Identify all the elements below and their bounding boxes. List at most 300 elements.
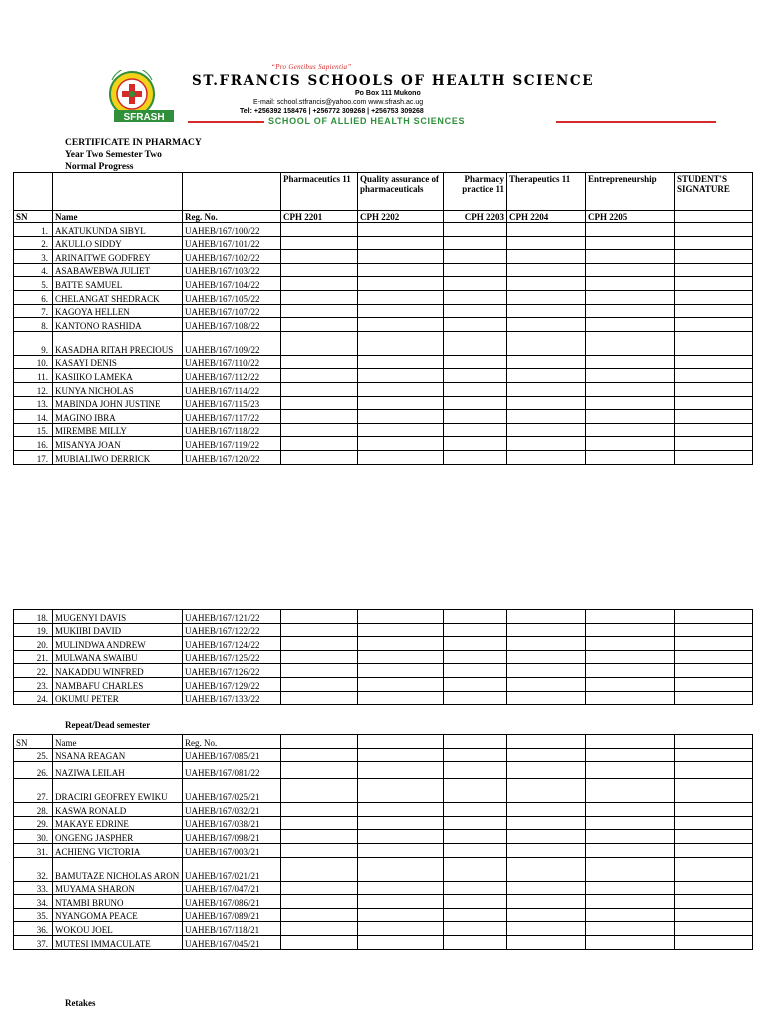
student-sn: 25.: [14, 748, 53, 762]
grade-cell[interactable]: [281, 935, 358, 949]
signature-cell[interactable]: [675, 250, 753, 264]
student-reg-no: UAHEB/167/047/21: [183, 881, 281, 895]
student-name: DRACIRI GEOFREY EWIKU: [53, 779, 183, 803]
grade-cell[interactable]: [444, 450, 507, 464]
grade-cell[interactable]: [507, 410, 586, 424]
grade-cell[interactable]: [444, 369, 507, 383]
grade-cell[interactable]: [358, 396, 444, 410]
grade-cell[interactable]: [444, 355, 507, 369]
grade-cell[interactable]: [507, 355, 586, 369]
grade-cell[interactable]: [358, 236, 444, 250]
grade-cell[interactable]: [444, 779, 507, 803]
grade-cell[interactable]: [586, 779, 675, 803]
student-name: KASWA RONALD: [53, 803, 183, 817]
grade-cell[interactable]: [507, 610, 586, 624]
grade-cell[interactable]: [507, 908, 586, 922]
grade-cell[interactable]: [358, 881, 444, 895]
student-sn: 33.: [14, 881, 53, 895]
student-reg-no: UAHEB/167/115/23: [183, 396, 281, 410]
signature-cell[interactable]: [675, 423, 753, 437]
grade-cell[interactable]: [586, 382, 675, 396]
signature-cell[interactable]: [675, 637, 753, 651]
grade-cell[interactable]: [358, 223, 444, 237]
signature-cell[interactable]: [675, 779, 753, 803]
grade-cell[interactable]: [444, 277, 507, 291]
grade-cell[interactable]: [507, 748, 586, 762]
grade-cell[interactable]: [358, 318, 444, 332]
student-sn: 23.: [14, 677, 53, 691]
grade-cell[interactable]: [358, 290, 444, 304]
course-code-cell: CPH 2205: [586, 211, 675, 223]
grade-cell[interactable]: [358, 410, 444, 424]
grade-cell[interactable]: [281, 803, 358, 817]
year-semester: Year Two Semester Two: [65, 150, 162, 160]
signature-cell[interactable]: [675, 691, 753, 705]
grade-cell[interactable]: [444, 762, 507, 779]
student-sn: 3.: [14, 250, 53, 264]
grade-cell[interactable]: [507, 290, 586, 304]
grade-cell[interactable]: [586, 396, 675, 410]
grade-cell[interactable]: [281, 277, 358, 291]
grade-cell[interactable]: [586, 691, 675, 705]
student-name: AKATUKUNDA SIBYL: [53, 223, 183, 237]
grade-cell[interactable]: [507, 450, 586, 464]
grade-cell[interactable]: [507, 318, 586, 332]
grade-cell[interactable]: [358, 610, 444, 624]
course-code-cell: CPH 2203: [444, 211, 507, 223]
student-reg-no: UAHEB/167/121/22: [183, 610, 281, 624]
telephone-line: Tel: +256392 158476 | +256772 309268 | +256753 309268: [240, 108, 424, 115]
grade-cell[interactable]: [444, 637, 507, 651]
grade-cell[interactable]: [507, 762, 586, 779]
grade-cell[interactable]: [586, 908, 675, 922]
grade-cell[interactable]: [358, 830, 444, 844]
grade-cell[interactable]: [507, 223, 586, 237]
grade-cell[interactable]: [358, 857, 444, 881]
grade-cell[interactable]: [507, 803, 586, 817]
student-row: [14, 623, 753, 637]
signature-cell[interactable]: [675, 908, 753, 922]
grade-cell[interactable]: [358, 331, 444, 355]
student-reg-no: UAHEB/167/103/22: [183, 263, 281, 277]
signature-cell[interactable]: [675, 748, 753, 762]
grade-cell[interactable]: [586, 223, 675, 237]
grade-cell[interactable]: [358, 922, 444, 936]
grade-cell[interactable]: [281, 410, 358, 424]
grade-cell[interactable]: [358, 369, 444, 383]
grade-cell[interactable]: [281, 318, 358, 332]
grade-cell[interactable]: [507, 881, 586, 895]
grade-cell[interactable]: [444, 677, 507, 691]
signature-cell[interactable]: [675, 277, 753, 291]
signature-cell[interactable]: [675, 236, 753, 250]
grade-cell[interactable]: [444, 318, 507, 332]
student-row: [14, 650, 753, 664]
grade-cell[interactable]: [586, 410, 675, 424]
grade-cell[interactable]: [507, 637, 586, 651]
grade-cell[interactable]: [507, 250, 586, 264]
grade-cell[interactable]: [358, 304, 444, 318]
student-reg-no: UAHEB/167/125/22: [183, 650, 281, 664]
grade-cell[interactable]: [507, 816, 586, 830]
grade-cell[interactable]: [444, 290, 507, 304]
signature-cell[interactable]: [675, 762, 753, 779]
grade-cell[interactable]: [358, 664, 444, 678]
grade-cell[interactable]: [358, 637, 444, 651]
grade-cell[interactable]: [444, 610, 507, 624]
grade-cell[interactable]: [507, 935, 586, 949]
grade-cell[interactable]: [358, 650, 444, 664]
signature-cell[interactable]: [675, 304, 753, 318]
student-name: ASABAWEBWA JULIET: [53, 263, 183, 277]
grade-cell[interactable]: [586, 277, 675, 291]
grade-cell[interactable]: [358, 748, 444, 762]
grade-cell[interactable]: [281, 250, 358, 264]
student-row: [14, 637, 753, 651]
student-reg-no: UAHEB/167/098/21: [183, 830, 281, 844]
student-reg-no: UAHEB/167/086/21: [183, 895, 281, 909]
grade-cell[interactable]: [281, 623, 358, 637]
header-rule-left: [188, 121, 264, 123]
student-sn: 35.: [14, 908, 53, 922]
grade-cell[interactable]: [586, 236, 675, 250]
signature-cell[interactable]: [675, 369, 753, 383]
student-reg-no: UAHEB/167/126/22: [183, 664, 281, 678]
grade-cell[interactable]: [507, 236, 586, 250]
grade-cell[interactable]: [281, 382, 358, 396]
grade-cell[interactable]: [444, 935, 507, 949]
grade-cell[interactable]: [444, 803, 507, 817]
student-name: KASADHA RITAH PRECIOUS: [53, 331, 183, 355]
grade-cell[interactable]: [444, 816, 507, 830]
grade-cell[interactable]: [586, 331, 675, 355]
grade-cell[interactable]: [507, 922, 586, 936]
grade-cell[interactable]: [444, 830, 507, 844]
grade-cell[interactable]: [358, 895, 444, 909]
grade-cell[interactable]: [281, 830, 358, 844]
grade-cell[interactable]: [281, 331, 358, 355]
grade-cell[interactable]: [586, 881, 675, 895]
grade-cell[interactable]: [507, 382, 586, 396]
grade-cell[interactable]: [281, 223, 358, 237]
grade-cell[interactable]: [586, 816, 675, 830]
results-table-normal: [13, 172, 753, 465]
grade-cell[interactable]: [444, 691, 507, 705]
signature-cell[interactable]: [675, 223, 753, 237]
motto: “Pro Gentibus Sapientia”: [271, 63, 352, 71]
student-reg-no: UAHEB/167/102/22: [183, 250, 281, 264]
student-row: [14, 803, 753, 817]
student-reg-no: UAHEB/167/109/22: [183, 331, 281, 355]
grade-cell[interactable]: [444, 748, 507, 762]
student-name: ONGENG JASPHER: [53, 830, 183, 844]
grade-cell[interactable]: [358, 803, 444, 817]
signature-cell[interactable]: [675, 318, 753, 332]
grade-cell[interactable]: [586, 895, 675, 909]
grade-cell[interactable]: [358, 250, 444, 264]
student-sn: 14.: [14, 410, 53, 424]
grade-cell[interactable]: [358, 677, 444, 691]
grade-cell[interactable]: [586, 623, 675, 637]
student-reg-no: UAHEB/167/108/22: [183, 318, 281, 332]
student-sn: 9.: [14, 331, 53, 355]
grade-cell[interactable]: [281, 881, 358, 895]
grade-cell[interactable]: [358, 437, 444, 451]
student-name: MIREMBE MILLY: [53, 423, 183, 437]
grade-cell[interactable]: [586, 637, 675, 651]
grade-cell[interactable]: [586, 664, 675, 678]
student-name: MAGINO IBRA: [53, 410, 183, 424]
grade-cell[interactable]: [444, 396, 507, 410]
grade-cell[interactable]: [586, 935, 675, 949]
grade-cell[interactable]: [281, 369, 358, 383]
student-name: BATTE SAMUEL: [53, 277, 183, 291]
student-reg-no: UAHEB/167/032/21: [183, 803, 281, 817]
student-row: [14, 396, 753, 410]
grade-cell[interactable]: [281, 908, 358, 922]
student-reg-no: UAHEB/167/003/21: [183, 843, 281, 857]
signature-cell[interactable]: [675, 623, 753, 637]
grade-cell[interactable]: [507, 623, 586, 637]
signature-cell[interactable]: [675, 450, 753, 464]
grade-cell[interactable]: [507, 650, 586, 664]
grade-cell[interactable]: [444, 857, 507, 881]
signature-cell[interactable]: [675, 881, 753, 895]
student-row: [14, 355, 753, 369]
grade-cell[interactable]: [281, 762, 358, 779]
grade-cell[interactable]: [281, 664, 358, 678]
grade-cell[interactable]: [444, 437, 507, 451]
student-name: KANTONO RASHIDA: [53, 318, 183, 332]
signature-cell[interactable]: [675, 830, 753, 844]
grade-cell[interactable]: [507, 396, 586, 410]
grade-cell[interactable]: [281, 637, 358, 651]
grade-cell[interactable]: [358, 355, 444, 369]
student-row: [14, 935, 753, 949]
grade-cell[interactable]: [281, 857, 358, 881]
school-logo: [92, 70, 190, 124]
student-row: [14, 423, 753, 437]
signature-cell[interactable]: [675, 664, 753, 678]
course-title-cell: Pharmaceutics 11: [281, 173, 358, 211]
student-sn: 12.: [14, 382, 53, 396]
grade-cell[interactable]: [586, 677, 675, 691]
grade-cell[interactable]: [358, 423, 444, 437]
grade-cell[interactable]: [507, 263, 586, 277]
grade-cell[interactable]: [358, 843, 444, 857]
grade-cell[interactable]: [281, 396, 358, 410]
signature-cell[interactable]: [675, 650, 753, 664]
signature-cell[interactable]: [675, 355, 753, 369]
grade-cell[interactable]: [444, 410, 507, 424]
grade-cell[interactable]: [358, 779, 444, 803]
grade-cell[interactable]: [507, 369, 586, 383]
student-reg-no: UAHEB/167/045/21: [183, 935, 281, 949]
grade-cell[interactable]: [281, 922, 358, 936]
grade-cell[interactable]: [586, 263, 675, 277]
student-row: [14, 331, 753, 355]
course-code-cell: CPH 2202: [358, 211, 444, 223]
grade-cell[interactable]: [444, 223, 507, 237]
grade-cell[interactable]: [281, 263, 358, 277]
signature-cell[interactable]: [675, 437, 753, 451]
grade-cell[interactable]: [358, 935, 444, 949]
signature-cell[interactable]: [675, 895, 753, 909]
grade-cell[interactable]: [586, 250, 675, 264]
grade-cell[interactable]: [281, 236, 358, 250]
grade-cell[interactable]: [507, 779, 586, 803]
grade-cell[interactable]: [444, 304, 507, 318]
grade-cell[interactable]: [281, 691, 358, 705]
repeat-header-row: [14, 735, 753, 749]
grade-cell[interactable]: [281, 423, 358, 437]
grade-cell[interactable]: [444, 650, 507, 664]
signature-cell[interactable]: [675, 816, 753, 830]
grade-cell[interactable]: [444, 843, 507, 857]
signature-cell[interactable]: [675, 922, 753, 936]
grade-cell[interactable]: [507, 857, 586, 881]
grade-cell[interactable]: [507, 331, 586, 355]
grade-cell[interactable]: [281, 610, 358, 624]
header-rule-right: [556, 121, 716, 123]
grade-cell[interactable]: [281, 895, 358, 909]
signature-cell[interactable]: [675, 935, 753, 949]
grade-cell[interactable]: [281, 650, 358, 664]
grade-cell[interactable]: [358, 277, 444, 291]
grade-cell[interactable]: [281, 290, 358, 304]
grade-cell[interactable]: [358, 762, 444, 779]
signature-cell[interactable]: [675, 857, 753, 881]
student-sn: 13.: [14, 396, 53, 410]
grade-cell[interactable]: [444, 908, 507, 922]
signature-cell[interactable]: [675, 382, 753, 396]
grade-cell[interactable]: [358, 816, 444, 830]
student-sn: 29.: [14, 816, 53, 830]
grade-cell[interactable]: [586, 922, 675, 936]
course-code-cell: CPH 2204: [507, 211, 586, 223]
grade-cell[interactable]: [281, 677, 358, 691]
grade-cell[interactable]: [358, 382, 444, 396]
signature-cell[interactable]: [675, 396, 753, 410]
grade-cell[interactable]: [586, 610, 675, 624]
grade-cell[interactable]: [358, 908, 444, 922]
grade-cell[interactable]: [281, 816, 358, 830]
grade-cell[interactable]: [586, 748, 675, 762]
grade-cell[interactable]: [507, 437, 586, 451]
student-row: [14, 382, 753, 396]
grade-cell[interactable]: [586, 650, 675, 664]
grade-cell[interactable]: [358, 263, 444, 277]
grade-cell[interactable]: [507, 277, 586, 291]
grade-cell[interactable]: [281, 843, 358, 857]
grade-cell[interactable]: [444, 236, 507, 250]
grade-cell[interactable]: [358, 450, 444, 464]
grade-cell[interactable]: [444, 623, 507, 637]
signature-cell[interactable]: [675, 263, 753, 277]
grade-cell[interactable]: [507, 895, 586, 909]
grade-cell[interactable]: [281, 779, 358, 803]
grade-cell[interactable]: [281, 450, 358, 464]
student-name: NAKADDU WINFRED: [53, 664, 183, 678]
grade-cell[interactable]: [444, 922, 507, 936]
course-code-cell: CPH 2201: [281, 211, 358, 223]
grade-cell[interactable]: [586, 318, 675, 332]
signature-cell[interactable]: [675, 677, 753, 691]
student-sn: 31.: [14, 843, 53, 857]
grade-cell[interactable]: [444, 664, 507, 678]
grade-cell[interactable]: [586, 450, 675, 464]
grade-cell[interactable]: [358, 691, 444, 705]
student-sn: 16.: [14, 437, 53, 451]
signature-cell[interactable]: [675, 410, 753, 424]
grade-cell[interactable]: [586, 304, 675, 318]
grade-cell[interactable]: [444, 382, 507, 396]
grade-cell[interactable]: [507, 304, 586, 318]
grade-cell[interactable]: [586, 803, 675, 817]
signature-cell[interactable]: [675, 290, 753, 304]
grade-cell[interactable]: [444, 263, 507, 277]
grade-cell[interactable]: [586, 423, 675, 437]
reg-header: Reg. No.: [183, 735, 281, 749]
grade-cell[interactable]: [444, 881, 507, 895]
grade-cell[interactable]: [507, 677, 586, 691]
student-sn: 7.: [14, 304, 53, 318]
student-sn: 19.: [14, 623, 53, 637]
student-sn: 8.: [14, 318, 53, 332]
student-reg-no: UAHEB/167/089/21: [183, 908, 281, 922]
student-sn: 4.: [14, 263, 53, 277]
student-reg-no: UAHEB/167/114/22: [183, 382, 281, 396]
grade-cell[interactable]: [586, 355, 675, 369]
student-row: [14, 881, 753, 895]
grade-cell[interactable]: [586, 843, 675, 857]
grade-cell[interactable]: [507, 423, 586, 437]
grade-cell[interactable]: [444, 331, 507, 355]
student-row: [14, 664, 753, 678]
grade-cell[interactable]: [358, 623, 444, 637]
grade-cell[interactable]: [444, 250, 507, 264]
grade-cell[interactable]: [507, 843, 586, 857]
postal-address: Po Box 111 Mukono: [355, 90, 421, 97]
grade-cell[interactable]: [586, 830, 675, 844]
grade-cell[interactable]: [586, 290, 675, 304]
grade-cell[interactable]: [281, 437, 358, 451]
student-row: [14, 843, 753, 857]
signature-cell[interactable]: [675, 803, 753, 817]
signature-cell[interactable]: [675, 843, 753, 857]
grade-cell[interactable]: [444, 895, 507, 909]
grade-cell[interactable]: [586, 437, 675, 451]
grade-cell[interactable]: [444, 423, 507, 437]
student-row: [14, 762, 753, 779]
signature-cell[interactable]: [675, 610, 753, 624]
grade-cell[interactable]: [586, 762, 675, 779]
student-row: [14, 304, 753, 318]
signature-cell[interactable]: [675, 331, 753, 355]
student-name: KASIIKO LAMEKA: [53, 369, 183, 383]
student-row: [14, 236, 753, 250]
grade-cell[interactable]: [281, 355, 358, 369]
grade-cell[interactable]: [507, 830, 586, 844]
student-sn: 24.: [14, 691, 53, 705]
grade-cell[interactable]: [586, 857, 675, 881]
grade-cell[interactable]: [507, 664, 586, 678]
grade-cell[interactable]: [281, 304, 358, 318]
grade-cell[interactable]: [281, 748, 358, 762]
grade-cell[interactable]: [507, 691, 586, 705]
grade-cell[interactable]: [586, 369, 675, 383]
student-row: [14, 748, 753, 762]
